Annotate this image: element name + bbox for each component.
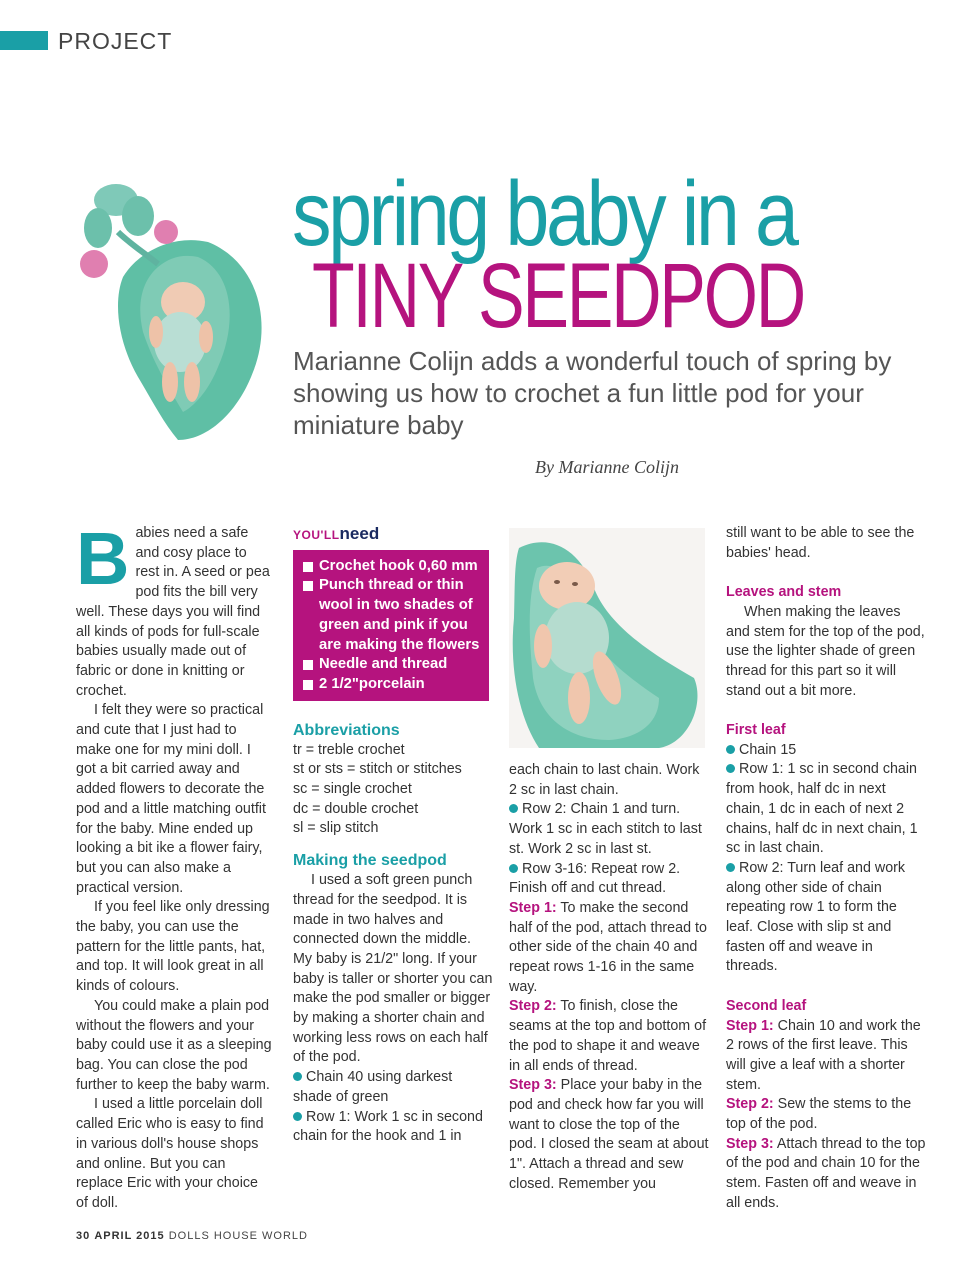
paragraph: I used a soft green punch thread for the seedpod. It is made in two halves and connected down the middle. My baby is 21/2" long. If your baby is taller or shorter you can make the pod smaller or bigger by making a shorter chain and working less rows on each half of the pod. bbox=[293, 872, 493, 1066]
bullet-dot-icon bbox=[293, 1112, 302, 1121]
bullet-dot-icon bbox=[726, 863, 735, 872]
youll-label: YOU'LL bbox=[293, 528, 340, 542]
leaves-heading: Leaves and stem bbox=[726, 584, 842, 601]
magazine-name: DOLLS HOUSE WORLD bbox=[168, 1230, 308, 1242]
paragraph: When making the leaves and stem for the top of the pod, use the lighter shade of green thread for this part so it will stand out a bit more. bbox=[726, 603, 925, 699]
instruction-bullet: Row 3-16: Repeat row 2. Finish off and cut thread. bbox=[509, 860, 681, 897]
column-2 bbox=[293, 524, 493, 1147]
seedpod-heading: Making the seedpod bbox=[293, 852, 447, 870]
paragraph bbox=[76, 517, 272, 701]
bullet-dot-icon bbox=[293, 1072, 302, 1081]
materials-item: Punch thread or thin wool in two shades of green and pink if you are making the flowers bbox=[303, 576, 481, 655]
paragraph: I felt they were so practical and cute that I just had to make one for my mini doll. I got a bit carried away and added flowers to decorate the pod and a little matching outfit for the baby. Mine ended up looking a bit ike a flower fairy, but you can also make a practical version. bbox=[76, 702, 266, 896]
instruction-bullet: Chain 15 bbox=[726, 741, 926, 761]
paragraph-text: abies need a safe and cosy place to rest in. A seed or pea pod fits the bill very well. These days you will find all kinds of pods for full-scale babies usually made out of fabric or done in knitting or crochet. bbox=[76, 525, 270, 699]
step: Step 3: Attach thread to the top of the pod and chain 10 for the stem. Fasten off and weave in all ends. bbox=[726, 1135, 926, 1211]
step-label: Step 2: bbox=[509, 998, 557, 1015]
youll-need-heading bbox=[293, 524, 493, 546]
column-3 bbox=[509, 761, 709, 1194]
paragraph: You could make a plain pod without the flowers and your baby could use it as a sleeping bag. You can close the pod further to keep the baby warm. bbox=[76, 997, 272, 1093]
page-number: 30 bbox=[76, 1230, 91, 1242]
step: Step 1: To make the second half of the pod, attach thread to other side of the chain 40 and repeat rows 1-16 in the same way. bbox=[509, 899, 707, 995]
instruction-bullet: Row 2: Chain 1 and turn. Work 1 sc in each stitch to last st. Work 2 sc in last st. bbox=[509, 801, 702, 857]
title-line-1: spring baby in a bbox=[292, 163, 796, 265]
instruction-bullet: Row 2: Turn leaf and work along other side of chain repeating row 1 to form the leaf. Close with slip st and fasten off and weave in threads. bbox=[726, 859, 906, 975]
instruction-bullet: Row 1: Work 1 sc in second chain for the hook and 1 in bbox=[293, 1108, 483, 1145]
step: Step 3: Place your baby in the pod and check how far you will want to close the top of the pod. I closed the seam at about 1". Attach a thread and sew closed. Remember you bbox=[509, 1077, 709, 1192]
bullet-dot-icon bbox=[509, 864, 518, 873]
abbreviation-line: dc = double crochet bbox=[293, 800, 419, 817]
materials-item: 2 1/2"porcelain bbox=[303, 675, 481, 695]
title-line-2: TINY SEEDPOD bbox=[312, 245, 804, 347]
abbreviations-heading: Abbreviations bbox=[293, 721, 400, 739]
paragraph: I used a little porcelain doll called Eric who is easy to find in various doll's house shops and online. But you can replace Eric with your choice of doll. bbox=[76, 1096, 264, 1211]
column-1 bbox=[76, 517, 272, 1214]
step-label: Step 1: bbox=[509, 899, 557, 916]
paragraph: each chain to last chain. Work 2 sc in last chain. bbox=[509, 762, 700, 798]
materials-box bbox=[293, 550, 489, 701]
instruction-bullet: Row 1: 1 sc in second chain from hook, half dc in next chain, 1 dc in each of next 2 chains, half dc in next chain, 1 sc in last chain. bbox=[726, 761, 918, 857]
column-4 bbox=[726, 524, 926, 1214]
need-label: need bbox=[339, 524, 380, 543]
materials-item: Crochet hook 0,60 mm bbox=[303, 557, 481, 577]
step: Step 2: Sew the stems to the top of the pod. bbox=[726, 1096, 912, 1133]
bullet-square-icon bbox=[303, 660, 313, 670]
step-label: Step 1: bbox=[726, 1017, 774, 1034]
step-label: Step 2: bbox=[726, 1096, 774, 1113]
byline: By Marianne Colijn bbox=[535, 457, 679, 477]
step: Step 2: To finish, close the seams at the top and bottom of the pod to shape it and weave in all ends of thread. bbox=[509, 998, 707, 1074]
step-label: Step 3: bbox=[509, 1077, 557, 1094]
page-footer bbox=[76, 1230, 308, 1242]
bullet-square-icon bbox=[303, 680, 313, 690]
materials-item: Needle and thread bbox=[303, 655, 481, 675]
step-label: Step 3: bbox=[726, 1135, 774, 1152]
first-leaf-heading: First leaf bbox=[726, 722, 786, 738]
bullet-dot-icon bbox=[509, 804, 518, 813]
abbreviation-line: st or sts = stitch or stitches bbox=[293, 761, 462, 778]
bullet-square-icon bbox=[303, 581, 313, 591]
section-color-bar bbox=[0, 31, 48, 50]
issue-date: APRIL 2015 bbox=[94, 1230, 165, 1242]
abbreviation-line: sc = single crochet bbox=[293, 781, 412, 798]
seedpod-photo bbox=[58, 172, 288, 442]
paragraph: If you feel like only dressing the baby, you can use the pattern for the little pants, hat, and top. It will look great in all kinds of colours. bbox=[76, 899, 270, 995]
intro-standfirst: Marianne Colijn adds a wonderful touch of spring by showing us how to crochet a fun little pod for your miniature baby bbox=[293, 346, 892, 440]
baby-in-pod-photo bbox=[509, 528, 705, 748]
abbreviation-line: sl = slip stitch bbox=[293, 820, 379, 837]
instruction-bullet: Chain 40 using darkest shade of green bbox=[293, 1069, 453, 1105]
second-leaf-heading: Second leaf bbox=[726, 997, 807, 1014]
step: Step 1: Chain 10 and work the 2 rows of the first leave. This will give a leaf with a shorter stem. bbox=[726, 1017, 921, 1093]
paragraph: still want to be able to see the babies' head. bbox=[726, 525, 915, 561]
drop-cap: B bbox=[76, 517, 130, 600]
section-label: PROJECT bbox=[58, 28, 173, 54]
abbreviation-line: tr = treble crochet bbox=[293, 741, 405, 758]
bullet-dot-icon bbox=[726, 745, 735, 754]
bullet-square-icon bbox=[303, 562, 313, 572]
bullet-dot-icon bbox=[726, 764, 735, 773]
